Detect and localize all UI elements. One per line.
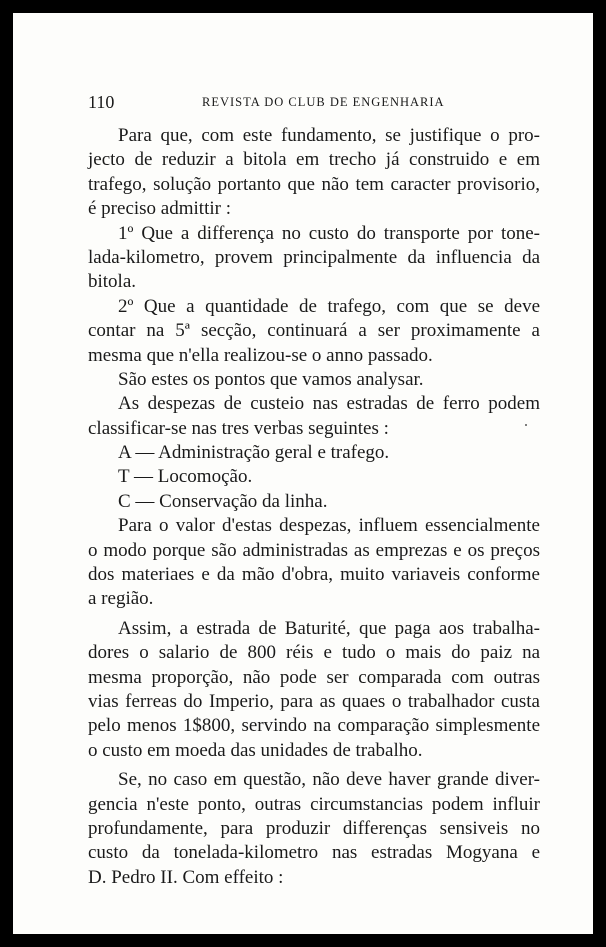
text-line: 2º Que a quantidade de trafego, com que se deve — [118, 295, 540, 317]
text-line: Para que, com este fundamento, se justifique o pro- — [118, 125, 540, 146]
formula-line: C — Conservação da linha. — [118, 490, 328, 512]
text-line: vias ferreas do Imperio, para as quaes o trabalhador custa — [88, 690, 540, 712]
text-line: dores o salario de 800 réis e tudo o mais do paiz na — [88, 642, 540, 664]
text-line: mesma que n'ella realizou-se o anno passado. — [88, 344, 433, 366]
formula-line: T — Locomoção. — [118, 466, 253, 488]
text-line: Assim, a estrada de Baturité, que paga aos trabalha- — [118, 617, 540, 639]
text-line: é preciso admittir : — [88, 198, 231, 220]
running-title: REVISTA DO CLUB DE ENGENHARIA — [202, 95, 445, 109]
text-line: o modo porque são administradas as emprezas e os preços — [88, 539, 540, 561]
page-number: 110 — [88, 92, 115, 112]
text-line: lada-kilometro, provem principalmente da influencia da — [88, 246, 540, 268]
text-line: contar na 5ª secção, continuará a ser proximamente a — [88, 320, 540, 342]
page-header — [88, 90, 540, 120]
text-line: Se, no caso em questão, não deve haver grande diver- — [118, 769, 540, 791]
text-line: D. Pedro II. Com effeito : — [88, 866, 284, 888]
paper-speck — [525, 424, 527, 426]
text-line: jecto de reduzir a bitola em trecho já construido e em — [88, 149, 540, 171]
text-line: profundamente, para produzir differenças sensiveis no — [88, 817, 540, 839]
text-line: pelo menos 1$800, servindo na comparação simplesmente — [88, 715, 540, 737]
text-line: classificar-se nas tres verbas seguintes : — [88, 417, 389, 439]
text-line: bitola. — [88, 271, 137, 293]
body-text — [88, 124, 540, 890]
text-line: custo da tonelada-kilometro nas estradas Mogyana e — [88, 842, 540, 864]
formula-line: A — Administração geral e trafego. — [118, 442, 390, 464]
text-line: gencia n'este ponto, outras circumstancias podem influir — [88, 793, 540, 815]
text-line: a região. — [88, 588, 154, 610]
text-line: As despezas de custeio nas estradas de ferro podem — [118, 393, 540, 415]
text-line: mesma proporção, não pode ser comparada com outras — [88, 666, 540, 688]
book-page — [13, 13, 593, 934]
text-line: 1º Que a differença no custo do transporte por tone- — [118, 222, 540, 244]
text-line: dos materiaes e da mão d'obra, muito variaveis conforme — [88, 564, 540, 586]
text-line: trafego, solução portanto que não tem caracter provisorio, — [88, 173, 540, 195]
text-line: Para o valor d'estas despezas, influem essencialmente — [118, 515, 540, 537]
text-line: o custo em moeda das unidades de trabalho. — [88, 739, 423, 761]
text-line: São estes os pontos que vamos analysar. — [118, 368, 424, 390]
